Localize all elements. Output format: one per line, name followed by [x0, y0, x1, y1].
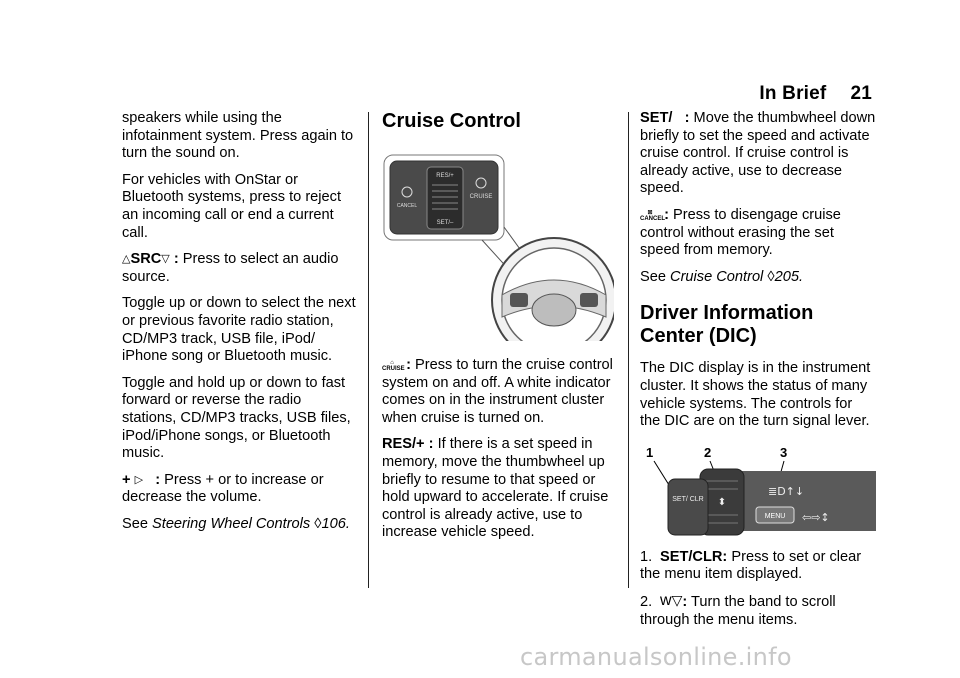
cancel-label: CANCEL — [396, 203, 418, 209]
volume-plus: + — [122, 471, 131, 488]
res-paragraph — [382, 436, 614, 542]
up-triangle-icon: △ — [122, 253, 131, 266]
column-2 — [382, 110, 614, 551]
column-1 — [122, 110, 358, 542]
down-triangle-icon: ▽ — [161, 253, 170, 266]
steering-wheel-figure — [382, 145, 614, 341]
list-item — [640, 549, 876, 584]
res-text: If there is a set speed in memory, move the thumbwheel up briefly to resume to that speed or hold upward to accelerate. If cruise control is already active, use to increase vehicle speed. — [382, 436, 609, 541]
paragraph: For vehicles with OnStar or Bluetooth systems, press to reject an incoming call or end a current call. — [122, 171, 341, 241]
callout-1: 1 — [646, 444, 654, 460]
left-controls — [510, 293, 528, 307]
list-label: : — [682, 593, 688, 610]
cruise-colon: : — [406, 357, 411, 373]
cruise-paragraph — [382, 357, 614, 427]
set-clr-label: SET/ CLR — [672, 495, 704, 503]
page-number: 21 — [850, 83, 872, 104]
volume-minus-icon: ▷ — [134, 473, 144, 486]
set-paragraph — [640, 110, 876, 198]
paragraph: Toggle and hold up or down to fast forward or reverse the radio stations, CD/MP3 tracks, USB files, iPod/iPhone songs, or Bluetooth music. — [122, 374, 351, 462]
set-text: Move the thumbwheel down briefly to set the speed and activate cruise control. If cruise control is already active, use to decrease speed. — [640, 110, 876, 197]
see-word: See — [640, 268, 666, 285]
svg-text:≣D↑↓: ≣D↑↓ — [768, 484, 805, 498]
see-word: See — [122, 515, 148, 532]
volume-paragraph — [122, 472, 358, 507]
cruise-heading: Cruise Control — [382, 110, 521, 132]
callout-2: 2 — [704, 444, 712, 460]
see-page: 106. — [321, 515, 350, 532]
turn-signal-lever-figure — [640, 445, 876, 543]
scroll-up-icon: w — [660, 591, 672, 609]
cruise-control-icon: ⌂ CRUISE — [382, 360, 405, 372]
menu-label: MENU — [764, 512, 786, 520]
page-ref-icon: ◊ — [767, 268, 775, 285]
paragraph: Toggle up or down to select the next or previous favorite radio station, CD/MP3 track, USB file, iPod/ iPhone song or Bluetooth music. — [122, 295, 356, 365]
set-label: SET/– — [436, 220, 454, 226]
res-label: RES/+ — [436, 173, 454, 179]
svg-text:⬍: ⬍ — [717, 496, 727, 508]
see-reference — [640, 269, 876, 287]
page-ref-icon: ◊ — [314, 515, 322, 532]
res-label: RES/+ : — [382, 436, 434, 453]
watermark: carmanualsonline.info — [520, 643, 792, 671]
list-label: SET/CLR: — [660, 548, 728, 565]
cancel-text: Press to disengage cruise control without erasing the set speed from memory. — [640, 206, 841, 259]
dic-heading: Driver Information Center (DIC) — [640, 302, 814, 348]
paragraph: speakers while using the infotainment system. Press again to turn the sound on. — [122, 110, 354, 162]
scroll-down-icon: ▽ — [671, 591, 683, 608]
column-divider — [368, 112, 369, 588]
callout-3: 3 — [780, 444, 788, 460]
page-header — [759, 83, 872, 105]
volume-colon: : — [155, 471, 161, 488]
see-link[interactable]: Steering Wheel Controls — [152, 515, 311, 532]
list-number: 2. — [640, 593, 653, 610]
src-paragraph — [122, 251, 358, 286]
svg-text:⇦⇨↕: ⇦⇨↕ — [802, 510, 830, 524]
see-link[interactable]: Cruise Control — [670, 268, 764, 285]
cruise-text: Press to turn the cruise control system on and off. A white indicator comes on in the instrument cluster when cruise is turned on. — [382, 357, 613, 426]
column-3 — [640, 110, 876, 637]
src-colon: : — [173, 251, 179, 268]
src-text: Press to select an audio source. — [122, 251, 339, 285]
set-clr-button — [668, 479, 708, 535]
cancel-colon: : — [664, 206, 669, 223]
src-label: SRC — [130, 251, 162, 268]
section-title: In Brief — [759, 83, 827, 104]
list-item — [640, 592, 876, 629]
list-text: Turn the band to scroll through the menu items. — [640, 593, 836, 628]
right-controls — [580, 293, 598, 307]
volume-text: Press + or to increase or decrease the volume. — [122, 471, 324, 506]
cancel-paragraph — [640, 207, 876, 260]
cruise-label: CRUISE — [469, 194, 493, 200]
see-reference — [122, 516, 358, 534]
cancel-icon: ⊠ CANCEL — [640, 209, 665, 222]
set-label: SET/ — [640, 110, 673, 126]
wheel-hub — [532, 294, 576, 326]
list-text: Press to set or clear the menu item displayed. — [640, 548, 862, 583]
list-number: 1. — [640, 548, 653, 565]
dic-paragraph: The DIC display is in the instrument cluster. It shows the status of many vehicle systems. The controls for the DIC are on the turn signal lever. — [640, 360, 871, 430]
see-page: 205. — [774, 268, 803, 285]
column-divider — [628, 112, 629, 588]
set-colon: : — [684, 110, 690, 126]
